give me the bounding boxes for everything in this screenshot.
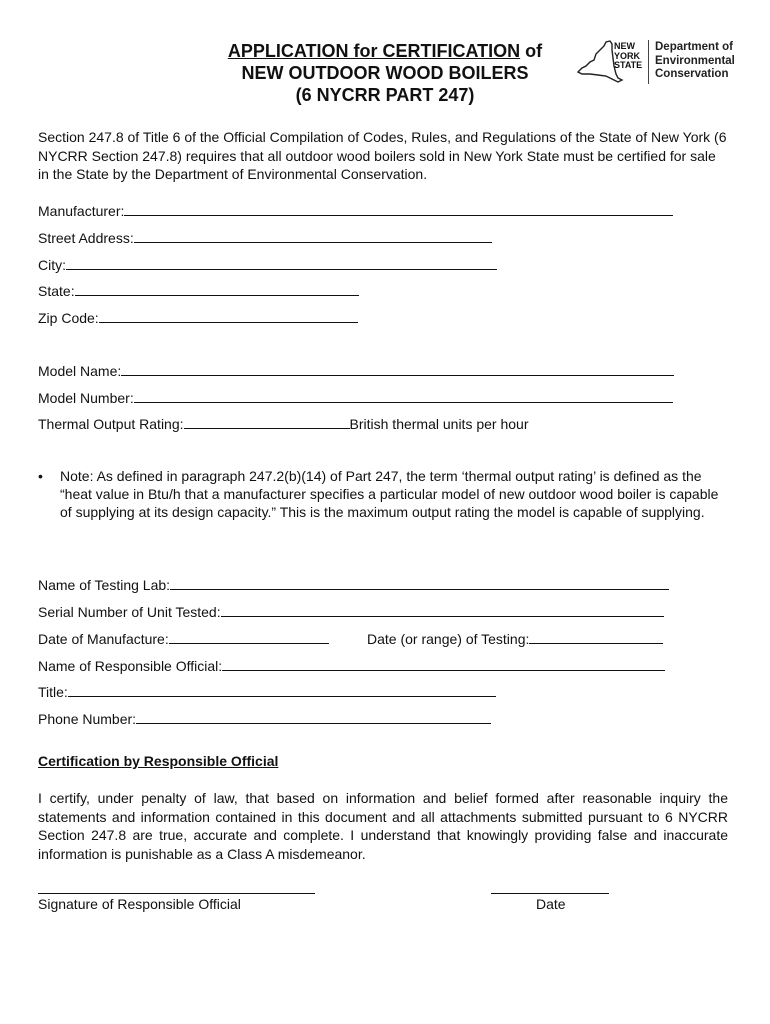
model-name-field[interactable] — [38, 361, 674, 380]
logo-divider — [648, 40, 649, 84]
logo-dept-line-1: Department of — [655, 41, 733, 53]
date-signature-line[interactable] — [491, 893, 609, 894]
thermal-output-field[interactable] — [38, 414, 528, 433]
thermal-units-label: British thermal units per hour — [349, 416, 529, 432]
date-of-manufacture-label: Date of Manufacture: — [38, 631, 169, 647]
date-of-testing-input-line[interactable] — [529, 629, 663, 644]
responsible-official-field[interactable] — [38, 656, 665, 675]
manufacturer-input-line[interactable] — [124, 201, 673, 216]
date-of-testing-label: Date (or range) of Testing: — [367, 631, 530, 647]
title-line-1 — [190, 40, 580, 62]
signature-label: Signature of Responsible Official — [38, 896, 241, 912]
city-label: City: — [38, 257, 66, 273]
testing-lab-input-line[interactable] — [170, 575, 669, 590]
phone-number-input-line[interactable] — [136, 709, 491, 724]
phone-number-label: Phone Number: — [38, 711, 137, 727]
signature-line[interactable] — [38, 893, 315, 894]
responsible-official-input-line[interactable] — [222, 656, 665, 671]
model-number-input-line[interactable] — [134, 388, 673, 403]
serial-number-field[interactable] — [38, 602, 664, 621]
testing-lab-field[interactable] — [38, 575, 669, 594]
responsible-official-label: Name of Responsible Official: — [38, 658, 223, 674]
logo-dept-line-2: Environmental — [655, 54, 735, 67]
model-name-input-line[interactable] — [121, 361, 674, 376]
logo-state-text — [614, 42, 642, 71]
state-input-line[interactable] — [75, 281, 359, 296]
city-input-line[interactable] — [66, 255, 497, 270]
state-label: State: — [38, 283, 75, 299]
phone-number-field[interactable] — [38, 709, 491, 728]
logo-state: STATE — [614, 60, 643, 70]
serial-number-label: Serial Number of Unit Tested: — [38, 604, 221, 620]
form-title — [190, 40, 580, 106]
model-name-label: Model Name: — [38, 363, 122, 379]
note-bullet: • — [38, 468, 43, 484]
logo-department-text — [655, 41, 735, 82]
logo-dept-line-3: Conservation — [655, 68, 729, 80]
date-of-manufacture-input-line[interactable] — [169, 629, 329, 644]
logo-new: NEW — [614, 41, 635, 51]
title-field[interactable] — [38, 682, 496, 701]
street-address-field[interactable] — [38, 228, 492, 247]
title-rest-text: of — [520, 41, 543, 61]
date-label: Date — [536, 896, 566, 912]
title-line-3: (6 NYCRR PART 247) — [295, 85, 475, 105]
date-of-manufacture-field[interactable] — [38, 629, 329, 648]
title-line-2: NEW OUTDOOR WOOD BOILERS — [241, 63, 529, 83]
zip-code-field[interactable] — [38, 308, 358, 327]
zip-code-input-line[interactable] — [99, 308, 358, 323]
street-address-label: Street Address: — [38, 230, 134, 246]
testing-lab-label: Name of Testing Lab: — [38, 577, 171, 593]
logo-york: YORK — [614, 50, 641, 61]
intro-paragraph: Section 247.8 of Title 6 of the Official Compilation of Codes, Rules, and Regulations of the State of New York (6 NYCRR Section 247.8) requires that all outdoor wood boilers sold in New York State must be certified for sale in the State by the Department of Environmental Conservation. — [38, 129, 727, 182]
street-address-input-line[interactable] — [134, 228, 492, 243]
thermal-output-input-line[interactable] — [184, 414, 350, 429]
model-number-label: Model Number: — [38, 390, 134, 406]
zip-code-label: Zip Code: — [38, 310, 99, 326]
model-number-field[interactable] — [38, 388, 673, 407]
state-field[interactable] — [38, 281, 359, 300]
thermal-output-label: Thermal Output Rating: — [38, 416, 184, 432]
certification-statement: I certify, under penalty of law, that based on information and belief formed after reasonable inquiry the statements and information contained in this document and all attachments submitted pursuant to 6 NYCRR Section 247.8 are true, accurate and complete. I understand that knowingly providing false and inaccurate information is punishable as a Class A misdemeanor. — [38, 790, 728, 862]
certification-heading: Certification by Responsible Official — [38, 753, 279, 769]
note-text: Note: As defined in paragraph 247.2(b)(14) of Part 247, the term ‘thermal output rating’ is defined as the “heat value in Btu/h that a manufacturer specifies a particular model of new outdoor wood boiler is capable of supplying at its design capacity.” This is the maximum output rating the model is capable of supplying. — [60, 468, 719, 520]
serial-number-input-line[interactable] — [221, 602, 664, 617]
manufacturer-field[interactable] — [38, 201, 673, 220]
title-underlined-text: APPLICATION for CERTIFICATION — [227, 41, 521, 61]
city-field[interactable] — [38, 255, 497, 274]
title-label: Title: — [38, 684, 68, 700]
date-of-testing-field[interactable] — [367, 629, 663, 648]
manufacturer-label: Manufacturer: — [38, 203, 125, 219]
title-input-line[interactable] — [68, 682, 496, 697]
